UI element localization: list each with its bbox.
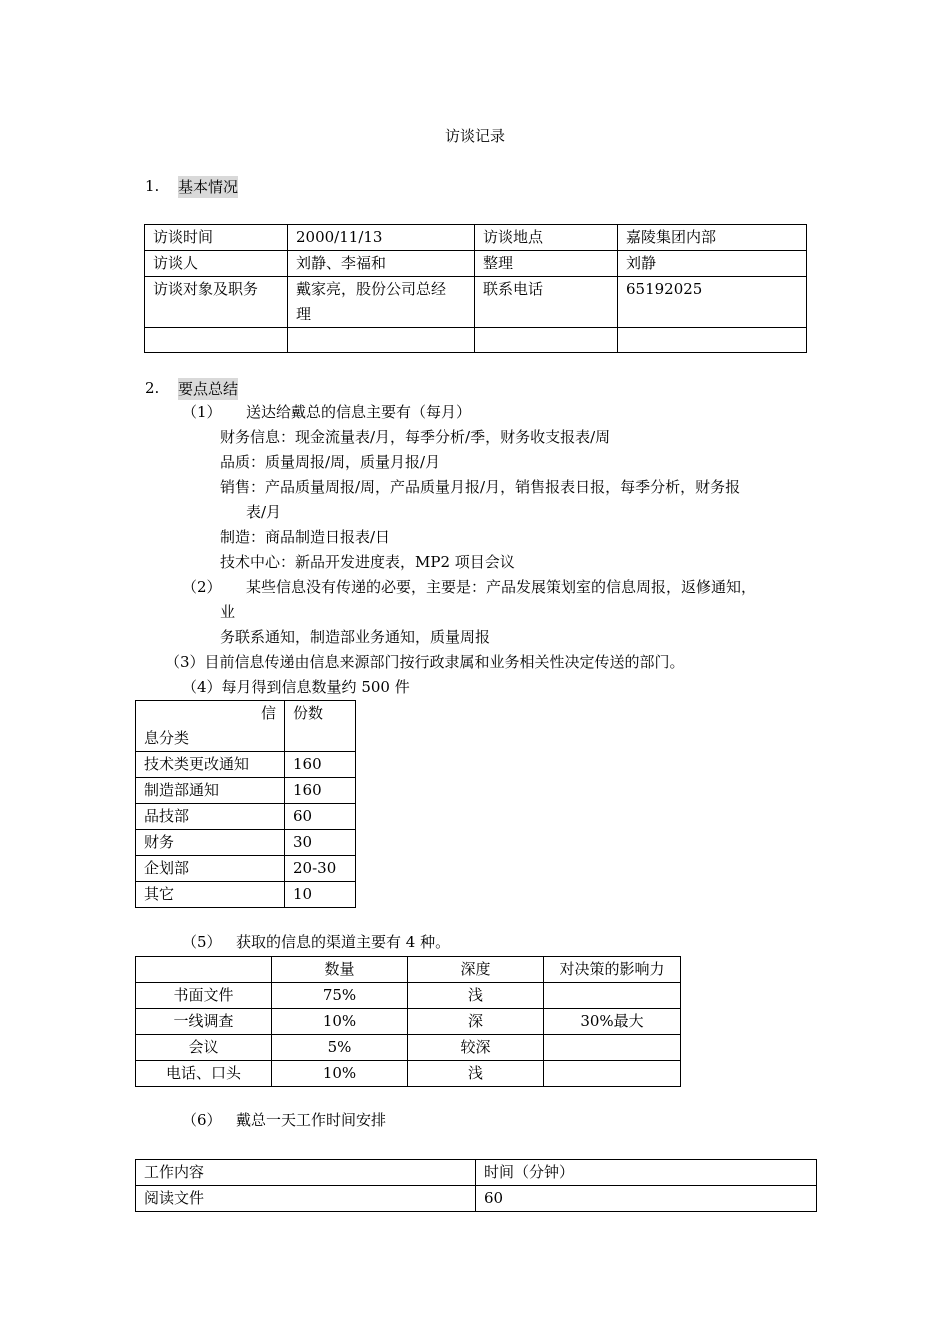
table-row (136, 1186, 817, 1212)
table-cell: 企划部 (136, 856, 285, 882)
table-cell (544, 983, 681, 1009)
table-row (145, 225, 807, 251)
table-cell (136, 701, 285, 752)
table-cell: 访谈地点 (475, 225, 618, 251)
table-cell: 深 (408, 1009, 544, 1035)
table-cell: 浅 (408, 983, 544, 1009)
table-cell (136, 957, 272, 983)
table-cell: 财务 (136, 830, 285, 856)
table-cell (145, 328, 288, 353)
point-6-text: 戴总一天工作时间安排 (236, 1111, 387, 1129)
point-1-line: 财务信息：现金流量表/月，每季分析/季，财务收支报表/周 (220, 428, 611, 446)
table-cell: 30 (285, 830, 356, 856)
table-cell: 份数 (285, 701, 356, 752)
channel-table (135, 956, 681, 1087)
table-cell: 其它 (136, 882, 285, 908)
table-row (136, 957, 681, 983)
table-cell (475, 328, 618, 353)
point-1-text: 送达给戴总的信息主要有（每月） (246, 403, 472, 421)
info-count-table (135, 700, 356, 908)
table-cell: 访谈人 (145, 251, 288, 277)
schedule-table (135, 1159, 817, 1212)
point-1-line: 技术中心：新品开发进度表，MP2 项目会议 (220, 553, 515, 571)
table-cell: 书面文件 (136, 983, 272, 1009)
table-cell: 一线调查 (136, 1009, 272, 1035)
table-cell: 5% (272, 1035, 408, 1061)
table-cell: 刘静、李福和 (288, 251, 475, 277)
table-row (145, 328, 807, 353)
table-cell: 会议 (136, 1035, 272, 1061)
table-cell: 访谈对象及职务 (145, 277, 288, 328)
section-1-number: 1. (145, 177, 160, 195)
point-5-number: （5） (182, 933, 222, 951)
section-2-number: 2. (145, 379, 160, 397)
table-cell (618, 328, 807, 353)
cell-line: 戴家亮，股份公司总经 (296, 280, 447, 298)
table-row (136, 856, 356, 882)
table-cell: 160 (285, 752, 356, 778)
table-cell (288, 328, 475, 353)
table-row (136, 752, 356, 778)
table-cell: 浅 (408, 1061, 544, 1087)
basic-info-table (144, 224, 807, 353)
table-cell (288, 277, 475, 328)
table-cell: 65192025 (618, 277, 807, 328)
cell-line: 理 (296, 305, 312, 323)
table-cell: 访谈时间 (145, 225, 288, 251)
point-1-line: 品质：质量周报/周，质量月报/月 (220, 453, 441, 471)
point-1-number: （1） (182, 403, 222, 421)
point-2-line: 务联系通知，制造部业务通知，质量周报 (220, 628, 491, 646)
table-row (145, 251, 807, 277)
table-cell: 电话、口头 (136, 1061, 272, 1087)
table-cell: 30%最大 (544, 1009, 681, 1035)
table-row (145, 277, 807, 328)
table-cell: 160 (285, 778, 356, 804)
table-cell: 对决策的影响力 (544, 957, 681, 983)
section-2-heading: 要点总结 (178, 380, 239, 398)
table-cell: 数量 (272, 957, 408, 983)
point-3-text: （3）目前信息传递由信息来源部门按行政隶属和业务相关性决定传送的部门。 (165, 653, 685, 671)
table-cell: 刘静 (618, 251, 807, 277)
table-cell: 联系电话 (475, 277, 618, 328)
table-row (136, 804, 356, 830)
point-1-line: 制造：商品制造日报表/日 (220, 528, 391, 546)
table-cell: 较深 (408, 1035, 544, 1061)
table-cell: 嘉陵集团内部 (618, 225, 807, 251)
table-cell: 2000/11/13 (288, 225, 475, 251)
table-cell: 制造部通知 (136, 778, 285, 804)
page-title: 访谈记录 (444, 127, 505, 145)
table-row (136, 778, 356, 804)
table-cell: 整理 (475, 251, 618, 277)
table-cell: 阅读文件 (136, 1186, 476, 1212)
table-row (136, 701, 356, 752)
table-cell: 技术类更改通知 (136, 752, 285, 778)
table-cell: 10 (285, 882, 356, 908)
table-row (136, 983, 681, 1009)
table-row (136, 830, 356, 856)
point-5-text: 获取的信息的渠道主要有 4 种。 (236, 933, 451, 951)
cell-line: 信 (260, 704, 276, 722)
point-2-line: 业 (220, 603, 236, 621)
section-1-heading: 基本情况 (178, 178, 239, 196)
cell-line: 息分类 (144, 729, 190, 747)
table-row (136, 882, 356, 908)
table-cell (544, 1061, 681, 1087)
table-row (136, 1160, 817, 1186)
table-cell: 75% (272, 983, 408, 1009)
table-cell: 时间（分钟） (476, 1160, 817, 1186)
point-6-number: （6） (182, 1111, 222, 1129)
table-row (136, 1061, 681, 1087)
table-cell: 20-30 (285, 856, 356, 882)
point-4-text: （4）每月得到信息数量约 500 件 (182, 678, 410, 696)
table-cell (544, 1035, 681, 1061)
table-cell: 60 (476, 1186, 817, 1212)
table-cell: 品技部 (136, 804, 285, 830)
table-cell: 深度 (408, 957, 544, 983)
point-2-text: 某些信息没有传递的必要，主要是：产品发展策划室的信息周报，返修通知， (246, 578, 757, 596)
table-row (136, 1009, 681, 1035)
table-cell: 60 (285, 804, 356, 830)
point-2-number: （2） (182, 578, 222, 596)
point-1-line: 销售：产品质量周报/周，产品质量月报/月，销售报表日报，每季分析，财务报 (220, 478, 741, 496)
table-row (136, 1035, 681, 1061)
table-cell: 工作内容 (136, 1160, 476, 1186)
point-1-line: 表/月 (246, 503, 282, 521)
table-cell: 10% (272, 1009, 408, 1035)
table-cell: 10% (272, 1061, 408, 1087)
